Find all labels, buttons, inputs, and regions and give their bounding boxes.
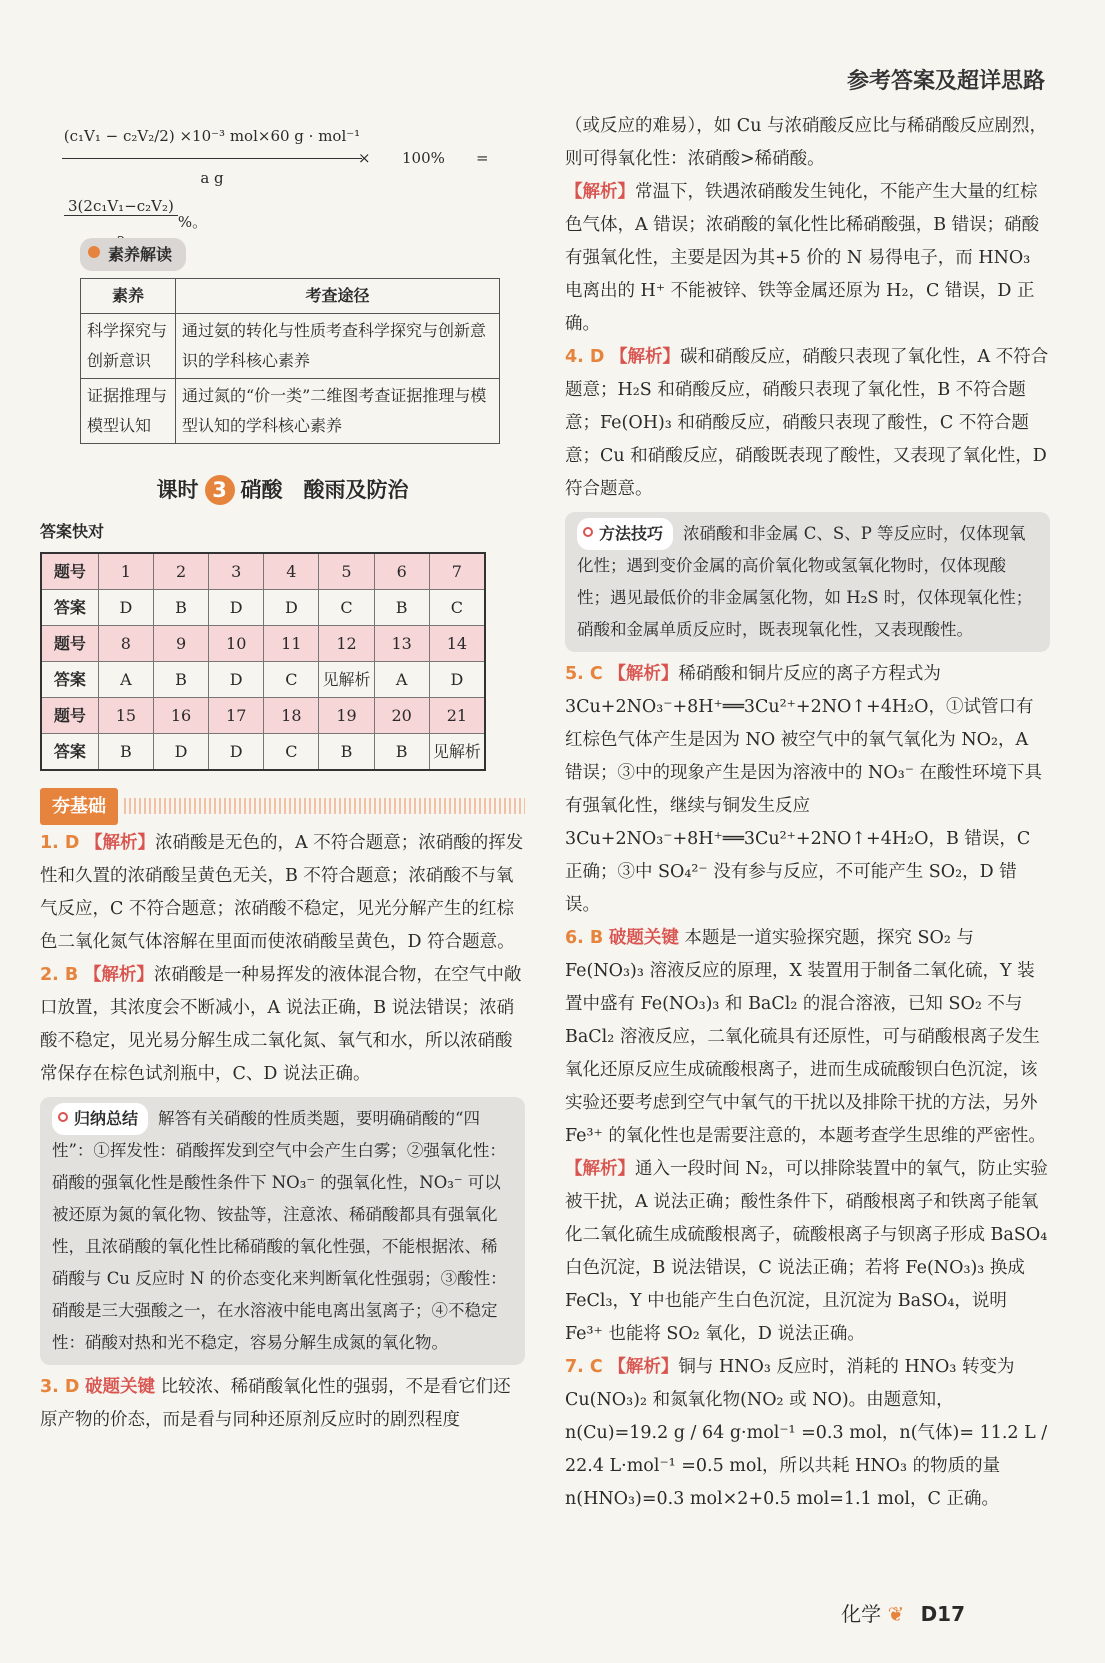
item-q2: 2. B 【解析】浓硝酸是一种易挥发的液体混合物，在空气中敞口放置，其浓度会不断减小，A 说法正确，B 说法错误；浓硝酸不稳定，见光易分解生成二氧化氮、氧气和水，所以浓硝酸常保存在棕色试剂瓶中，C、D 说法正确。 (40, 965, 522, 1084)
item-q4: 4. D 【解析】碳和硝酸反应，硝酸只表现了氧化性，A 不符合题意；H₂S 和硝酸反应，硝酸只表现了氧化性，B 不符合题意；Fe(OH)₃ 和硝酸反应，硝酸只表现了酸性，C 不符合题意；Cu 和硝酸反应，硝酸既表现了酸性，又表现了氧化性，D 符合题意。 (565, 347, 1049, 499)
lesson-number: 3 (205, 475, 235, 505)
suyang-tag: 素养解读 (80, 238, 186, 271)
item-q3-continued: （或反应的难易），如 Cu 与浓硝酸反应比与稀硝酸反应剧烈，则可得氧化性：浓硝酸>稀硝酸。 (565, 116, 1048, 169)
formula-block (40, 120, 525, 238)
left-column (40, 120, 525, 1437)
method-label: 方法技巧 (577, 518, 673, 550)
item-q5: 5. C 【解析】稀硝酸和铜片反应的离子方程式为 3Cu+2NO₃⁻+8H⁺══3Cu²⁺+2NO↑+4H₂O，①试管口有红棕色气体产生是因为 NO 被空气中的氧气氧化为 NO₂，A 错误；③中的现象产生是因为溶液中的 NO₃⁻ 在酸性环境下具有强氧化性，继续与铜发生反应 3Cu+2NO₃⁻+8H⁺══3Cu²⁺+2NO↑+4H₂O，B 错误，C 正确；③中 SO₄²⁻ 没有参与反应，不可能产生 SO₂，D 错误。 (565, 664, 1043, 915)
formula-denominator: a g (200, 169, 224, 187)
suyang-header-b: 考查途径 (176, 279, 500, 314)
formula-result-num: 3(2c₁V₁−c₂V₂) (64, 197, 178, 216)
suyang-row2-b: 通过氮的“价一类”二维图考查证据推理与模型认知的学科核心素养 (176, 379, 500, 444)
item-q3-analysis: 【解析】常温下，铁遇浓硝酸发生钝化，不能产生大量的红棕色气体，A 错误；浓硝酸的氧化性比稀硝酸强，B 错误；硝酸有强氧化性，主要是因为其+5 价的 N 易得电子，而 HNO₃ 电离出的 H⁺ 不能被锌、铁等金属还原为 H₂，C 错误，D 正确。 (565, 182, 1040, 334)
summary-label: 归纳总结 (52, 1103, 148, 1135)
suyang-header-a: 素养 (81, 279, 176, 314)
footer-subject: 化学 (841, 1602, 882, 1626)
lesson-title: 课时 3 硝酸 酸雨及防治 (40, 474, 525, 507)
formula-times: × (358, 149, 371, 167)
item-q7: 7. C 【解析】铜与 HNO₃ 反应时，消耗的 HNO₃ 转变为 Cu(NO₃)₂ 和氮氧化物(NO₂ 或 NO)。由题意知，n(Cu)=19.2 g / 64 g·mol⁻¹ =0.3 mol，n(气体)= 11.2 L / 22.4 L·mol⁻¹ =0.5 mol，所以共耗 HNO₃ 的物质的量 n(HNO₃)=0.3 mol×2+0.5 mol=1.1 mol，C 正确。 (565, 1357, 1048, 1509)
item-q6: 6. B 破题关键 本题是一道实验探究题，探究 SO₂ 与 Fe(NO₃)₃ 溶液反应的原理，X 装置用于制备二氧化硫，Y 装置中盛有 Fe(NO₃)₃ 和 BaCl₂ 的混合溶液，已知 SO₂ 不与 BaCl₂ 溶液反应，二氧化硫具有还原性，可与硝酸根离子发生氧化还原反应生成硫酸根离子，进而生成硫酸钡白色沉淀，该实验还要考虑到空气中氧气的干扰以及排除干扰的方法，另外 Fe³⁺ 的氧化性也是需要注意的，本题考查学生思维的严密性。 (565, 928, 1046, 1146)
bulb-icon (88, 246, 100, 258)
item-q6-analysis: 【解析】通入一段时间 N₂，可以排除装置中的氧气，防止实验被干扰，A 说法正确；酸性条件下，硝酸根离子和铁离子能氧化二氧化硫生成硫酸根离子，硫酸根离子与钡离子形成 BaSO₄ 白色沉淀，B 说法错误，C 说法正确；若将 Fe(NO₃)₃ 换成 FeCl₃，Y 中也能产生白色沉淀，且沉淀为 BaSO₄，说明 Fe³⁺ 也能将 SO₂ 氧化，D 说法正确。 (565, 1159, 1048, 1344)
suyang-row2-a: 证据推理与模型认知 (81, 379, 176, 444)
method-box: 方法技巧 浓硝酸和非金属 C、S、P 等反应时，仅体现氧化性；遇到变价金属的高价氧化物或氢氧化物时，仅体现酸性；遇见最低价的非金属氢化物，如 H₂S 时，仅体现氧化性；硝酸和金属单质反应时，既表现氧化性，又表现酸性。 (565, 512, 1050, 652)
suyang-row1-b: 通过氨的转化与性质考查科学探究与创新意识的学科核心素养 (176, 314, 500, 379)
suyang-section (80, 238, 525, 272)
item-q3: 3. D 破题关键 比较浓、稀硝酸氧化性的强弱，不是看它们还原产物的价态，而是看与同种还原剂反应时的剧烈程度 (40, 1377, 511, 1430)
section-banner: 夯基础 (40, 791, 525, 821)
suyang-row1-a: 科学探究与创新意识 (81, 314, 176, 379)
item-q1: 1. D 【解析】浓硝酸是无色的，A 不符合题意；浓硝酸的挥发性和久置的浓硝酸呈黄色无关，B 不符合题意；浓硝酸不与氧气反应，C 不符合题意；浓硝酸不稳定，见光分解产生的红棕色二氧化氮气体溶解在里面而使浓硝酸呈黄色，D 符合题意。 (40, 833, 524, 952)
page-header-title: 参考答案及超详思路 (846, 69, 1045, 94)
formula-percent: 100% (402, 149, 445, 167)
answer-table: 题号 1 2 3 4 5 6 7 答案 D B D D C B C 题号 8 9 10 11 12 13 14 答案 A B D C 见解析 A D 题号 15 16 17 18 19 20 21 答案 B D D C B B 见解析 (40, 552, 486, 771)
summary-box: 归纳总结 解答有关硝酸的性质类题，要明确硝酸的“四性”：①挥发性：硝酸挥发到空气中会产生白雾；②强氧化性：硝酸的强氧化性是酸性条件下 NO₃⁻ 的强氧化性，NO₃⁻ 可以被还原为氮的氧化物、铵盐等，注意浓、稀硝酸都具有强氧化性，且浓硝酸的氧化性比稀硝酸的氧化性强，不能根据浓、稀硝酸与 Cu 反应时 N 的价态变化来判断氧化性强弱；③酸性：硝酸是三大强酸之一，在水溶液中能电离出氢离子；④不稳定性：硝酸对热和光不稳定，容易分解生成氮的氧化物。 (40, 1097, 525, 1365)
leaf-icon: ❦ (887, 1602, 905, 1626)
formula-equals: = (476, 149, 489, 167)
suyang-table (80, 278, 500, 444)
formula-result-suffix: %。 (177, 213, 208, 231)
page-footer (841, 1598, 965, 1627)
formula-numerator: (c₁V₁ − c₂V₂/2) ×10⁻³ mol×60 g · mol⁻¹ (63, 127, 361, 145)
answers-title: 答案快对 (40, 522, 105, 541)
right-column (565, 110, 1050, 1516)
page-number: D17 (920, 1602, 965, 1626)
